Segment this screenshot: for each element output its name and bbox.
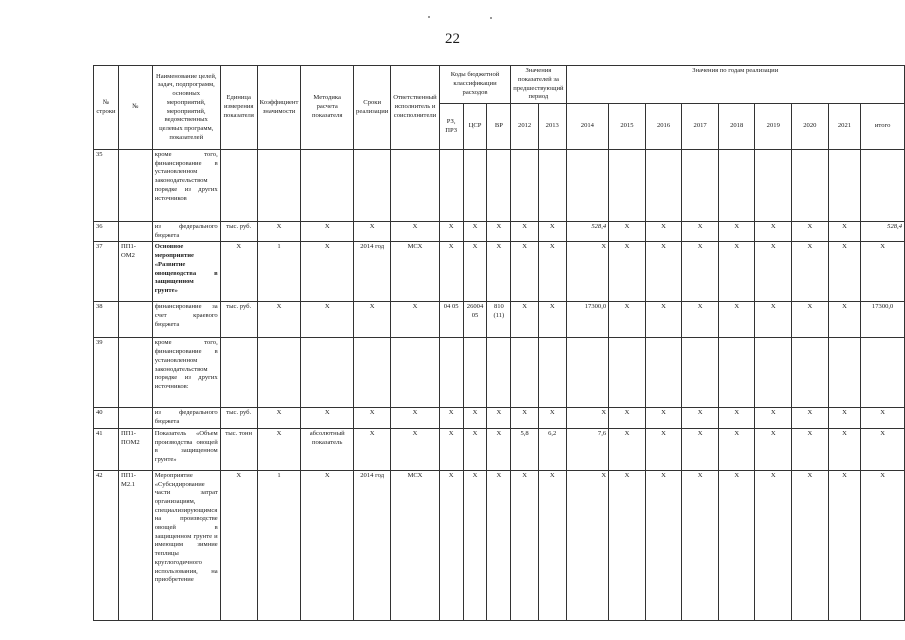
table-row: [94, 302, 905, 338]
value-2016-cell: Х: [645, 428, 682, 470]
value-2014-cell: 7,6: [566, 428, 609, 470]
name-cell: из федерального бюджета: [152, 408, 220, 428]
header-terms: Сроки реализации: [354, 66, 391, 150]
indicators-table: [93, 65, 905, 621]
code-cell: ПП1-ПОМ2: [118, 428, 152, 470]
header-total: итого: [861, 104, 905, 150]
value-2020-cell: Х: [792, 222, 829, 242]
total-cell: 528,4: [861, 222, 905, 242]
rz-cell: Х: [439, 242, 463, 302]
value-2014-cell: 17300,0: [566, 302, 609, 338]
value-2015-cell: Х: [609, 428, 646, 470]
value-2014-cell: 528,4: [566, 222, 609, 242]
row-number-cell: 38: [94, 302, 119, 338]
code-cell: ПП1-М2.1: [118, 470, 152, 620]
vr-cell: 810 (11): [487, 302, 511, 338]
rz-cell: [439, 338, 463, 408]
value-2013-cell: Х: [538, 470, 566, 620]
value-2020-cell: Х: [792, 302, 829, 338]
method-cell: Х: [301, 302, 354, 338]
method-cell: [301, 150, 354, 222]
header-prev: Значения показателей за предшествующий период: [511, 66, 566, 104]
value-2014-cell: Х: [566, 242, 609, 302]
value-2019-cell: Х: [755, 302, 792, 338]
unit-cell: Х: [220, 242, 257, 302]
table-row: [94, 150, 905, 222]
value-2012-cell: Х: [511, 470, 539, 620]
value-2013-cell: Х: [538, 222, 566, 242]
row-number-cell: 41: [94, 428, 119, 470]
executor-cell: [391, 150, 439, 222]
value-2017-cell: [682, 338, 719, 408]
terms-cell: Х: [354, 222, 391, 242]
table-row: [94, 338, 905, 408]
code-cell: [118, 408, 152, 428]
header-method: Методика расчета показателя: [301, 66, 354, 150]
value-2012-cell: Х: [511, 408, 539, 428]
name-cell: кроме того, финансирование в установленном законодательством порядке из других источников: [152, 150, 220, 222]
method-cell: Х: [301, 222, 354, 242]
row-number-cell: 40: [94, 408, 119, 428]
executor-cell: Х: [391, 428, 439, 470]
row-number-cell: 39: [94, 338, 119, 408]
scan-speck: [428, 16, 430, 18]
coef-cell: Х: [257, 428, 301, 470]
header-year: 2016: [645, 104, 682, 150]
value-2013-cell: Х: [538, 408, 566, 428]
csr-cell: Х: [463, 408, 487, 428]
csr-cell: Х: [463, 428, 487, 470]
scan-speck: [490, 17, 492, 19]
value-2019-cell: Х: [755, 222, 792, 242]
terms-cell: Х: [354, 302, 391, 338]
rz-cell: Х: [439, 428, 463, 470]
code-cell: ПП1-ОМ2: [118, 242, 152, 302]
total-cell: Х: [861, 242, 905, 302]
total-cell: Х: [861, 408, 905, 428]
header-year: 2020: [792, 104, 829, 150]
value-2014-cell: Х: [566, 470, 609, 620]
value-2015-cell: Х: [609, 302, 646, 338]
method-cell: Х: [301, 470, 354, 620]
value-2017-cell: Х: [682, 428, 719, 470]
coef-cell: [257, 338, 301, 408]
unit-cell: тыс. руб.: [220, 302, 257, 338]
value-2018-cell: Х: [718, 302, 755, 338]
value-2015-cell: Х: [609, 408, 646, 428]
value-2014-cell: Х: [566, 408, 609, 428]
header-year: 2012: [511, 104, 539, 150]
value-2017-cell: Х: [682, 302, 719, 338]
header-year: 2017: [682, 104, 719, 150]
value-2016-cell: Х: [645, 408, 682, 428]
value-2016-cell: Х: [645, 222, 682, 242]
value-2013-cell: Х: [538, 242, 566, 302]
terms-cell: 2014 год: [354, 242, 391, 302]
value-2020-cell: Х: [792, 428, 829, 470]
executor-cell: Х: [391, 302, 439, 338]
value-2013-cell: [538, 150, 566, 222]
rz-cell: Х: [439, 222, 463, 242]
terms-cell: Х: [354, 408, 391, 428]
value-2012-cell: 5,8: [511, 428, 539, 470]
value-2021-cell: Х: [828, 470, 861, 620]
rz-cell: 04 05: [439, 302, 463, 338]
executor-cell: [391, 338, 439, 408]
value-2015-cell: Х: [609, 470, 646, 620]
name-cell: Показатель «Объем производства овощей в защищенном грунте»: [152, 428, 220, 470]
rz-cell: Х: [439, 408, 463, 428]
code-cell: [118, 302, 152, 338]
header-executor: Ответственный исполнитель и соисполнители: [391, 66, 439, 150]
value-2018-cell: Х: [718, 428, 755, 470]
executor-cell: МСХ: [391, 470, 439, 620]
name-cell: Мероприятие «Субсидирование части затрат организациям, специализирующимся на производстве овощей в защищенном грунте и имеющим зимние теплицы круглогодичного использования, на приобретение: [152, 470, 220, 620]
total-cell: Х: [861, 428, 905, 470]
value-2018-cell: Х: [718, 222, 755, 242]
value-2021-cell: Х: [828, 222, 861, 242]
vr-cell: [487, 338, 511, 408]
value-2021-cell: [828, 150, 861, 222]
name-cell: кроме того, финансирование в установленном законодательством порядке из других источников:: [152, 338, 220, 408]
value-2012-cell: [511, 338, 539, 408]
value-2020-cell: [792, 338, 829, 408]
total-cell: [861, 150, 905, 222]
value-2012-cell: Х: [511, 302, 539, 338]
table-row: [94, 242, 905, 302]
value-2012-cell: Х: [511, 242, 539, 302]
header-rz: РЗ, ПРЗ: [439, 104, 463, 150]
value-2014-cell: [566, 150, 609, 222]
coef-cell: [257, 150, 301, 222]
vr-cell: Х: [487, 242, 511, 302]
value-2015-cell: Х: [609, 242, 646, 302]
total-cell: [861, 338, 905, 408]
header-year: 2013: [538, 104, 566, 150]
header-year: 2021: [828, 104, 861, 150]
value-2017-cell: [682, 150, 719, 222]
value-2012-cell: Х: [511, 222, 539, 242]
header-year: 2014: [566, 104, 609, 150]
value-2012-cell: [511, 150, 539, 222]
page-number: 22: [445, 31, 460, 47]
terms-cell: [354, 150, 391, 222]
method-cell: Х: [301, 408, 354, 428]
coef-cell: Х: [257, 222, 301, 242]
csr-cell: Х: [463, 242, 487, 302]
code-cell: [118, 150, 152, 222]
coef-cell: Х: [257, 408, 301, 428]
total-cell: 17300,0: [861, 302, 905, 338]
unit-cell: [220, 150, 257, 222]
coef-cell: 1: [257, 470, 301, 620]
csr-cell: Х: [463, 222, 487, 242]
unit-cell: [220, 338, 257, 408]
value-2020-cell: Х: [792, 242, 829, 302]
rz-cell: [439, 150, 463, 222]
csr-cell: [463, 150, 487, 222]
terms-cell: 2014 год: [354, 470, 391, 620]
header-unit: Единица измерения показателя: [220, 66, 257, 150]
value-2013-cell: [538, 338, 566, 408]
name-cell: финансирование за счет краевого бюджета: [152, 302, 220, 338]
value-2018-cell: Х: [718, 470, 755, 620]
value-2018-cell: Х: [718, 242, 755, 302]
header-name: Наименование целей, задач, подпрограмм, основных мероприятий, мероприятий, ведомственных целевых программ, показателей: [152, 66, 220, 150]
value-2019-cell: Х: [755, 242, 792, 302]
unit-cell: тыс. тонн: [220, 428, 257, 470]
value-2015-cell: [609, 150, 646, 222]
vr-cell: [487, 150, 511, 222]
table-row: [94, 470, 905, 620]
table-row: [94, 428, 905, 470]
code-cell: [118, 338, 152, 408]
executor-cell: МСХ: [391, 242, 439, 302]
row-number-cell: 37: [94, 242, 119, 302]
value-2017-cell: Х: [682, 222, 719, 242]
executor-cell: Х: [391, 408, 439, 428]
header-vr: ВР: [487, 104, 511, 150]
header-year: 2019: [755, 104, 792, 150]
coef-cell: Х: [257, 302, 301, 338]
executor-cell: Х: [391, 222, 439, 242]
value-2018-cell: [718, 338, 755, 408]
method-cell: [301, 338, 354, 408]
header-csr: ЦСР: [463, 104, 487, 150]
value-2021-cell: Х: [828, 242, 861, 302]
value-2021-cell: Х: [828, 408, 861, 428]
value-2015-cell: [609, 338, 646, 408]
value-2015-cell: Х: [609, 222, 646, 242]
csr-cell: Х: [463, 470, 487, 620]
row-number-cell: 36: [94, 222, 119, 242]
table-row: [94, 408, 905, 428]
vr-cell: Х: [487, 428, 511, 470]
value-2017-cell: Х: [682, 242, 719, 302]
value-2016-cell: [645, 338, 682, 408]
value-2016-cell: Х: [645, 242, 682, 302]
csr-cell: 26004 05: [463, 302, 487, 338]
value-2018-cell: Х: [718, 408, 755, 428]
row-number-cell: 35: [94, 150, 119, 222]
csr-cell: [463, 338, 487, 408]
value-2021-cell: Х: [828, 428, 861, 470]
unit-cell: тыс. руб.: [220, 222, 257, 242]
total-cell: Х: [861, 470, 905, 620]
coef-cell: 1: [257, 242, 301, 302]
table-row: [94, 222, 905, 242]
vr-cell: Х: [487, 408, 511, 428]
value-2019-cell: Х: [755, 408, 792, 428]
value-2016-cell: [645, 150, 682, 222]
method-cell: абсолютный показатель: [301, 428, 354, 470]
terms-cell: [354, 338, 391, 408]
value-2013-cell: Х: [538, 302, 566, 338]
value-2014-cell: [566, 338, 609, 408]
header-coef: Коэффициент значимости: [257, 66, 301, 150]
value-2019-cell: [755, 338, 792, 408]
row-number-cell: 42: [94, 470, 119, 620]
vr-cell: Х: [487, 470, 511, 620]
name-cell: из федерального бюджета: [152, 222, 220, 242]
value-2017-cell: Х: [682, 470, 719, 620]
value-2020-cell: [792, 150, 829, 222]
code-cell: [118, 222, 152, 242]
value-2021-cell: Х: [828, 302, 861, 338]
vr-cell: Х: [487, 222, 511, 242]
header-no: №: [118, 66, 152, 150]
value-2018-cell: [718, 150, 755, 222]
value-2019-cell: Х: [755, 470, 792, 620]
value-2016-cell: Х: [645, 470, 682, 620]
value-2021-cell: [828, 338, 861, 408]
terms-cell: Х: [354, 428, 391, 470]
method-cell: Х: [301, 242, 354, 302]
value-2020-cell: Х: [792, 408, 829, 428]
unit-cell: тыс. руб.: [220, 408, 257, 428]
header-year: 2015: [609, 104, 646, 150]
value-2013-cell: 6,2: [538, 428, 566, 470]
value-2020-cell: Х: [792, 470, 829, 620]
name-cell: Основное мероприятие «Развитие овощеводства в защищенном грунте»: [152, 242, 220, 302]
rz-cell: Х: [439, 470, 463, 620]
value-2016-cell: Х: [645, 302, 682, 338]
header-codes: Коды бюджетной классификации расходов: [439, 66, 511, 104]
header-years-group: Значения по годам реализации: [566, 66, 904, 104]
value-2019-cell: [755, 150, 792, 222]
header-year: 2018: [718, 104, 755, 150]
header-row-no: № строки: [94, 66, 119, 150]
value-2019-cell: Х: [755, 428, 792, 470]
value-2017-cell: Х: [682, 408, 719, 428]
unit-cell: Х: [220, 470, 257, 620]
